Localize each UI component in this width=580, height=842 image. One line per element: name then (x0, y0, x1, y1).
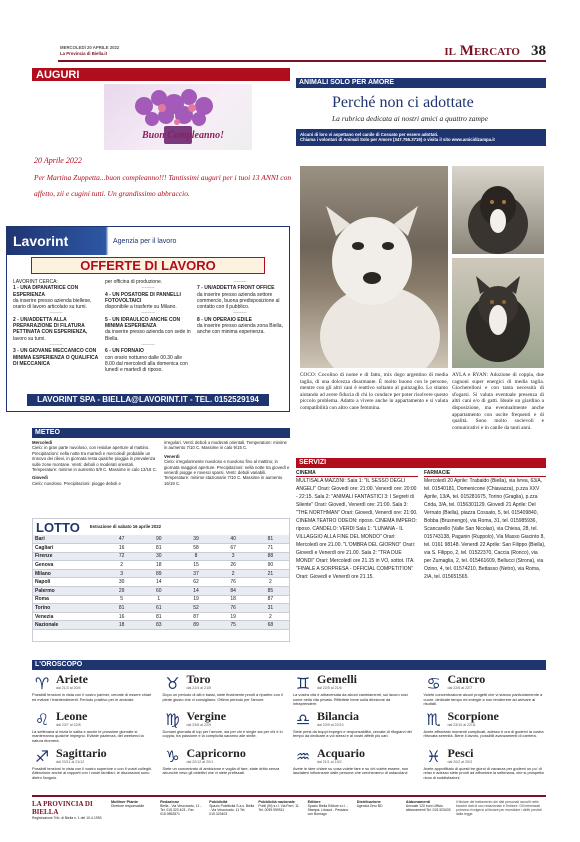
lotto-city: Roma (33, 595, 103, 604)
oroscopo-section (32, 660, 546, 792)
dog-coco-image (300, 166, 448, 368)
footer-col-text: Spazio Biella Editore s.r.l. - Stampa: Litosud - Pessano con Bornago (307, 804, 349, 816)
footer-col-text: Direttore responsabile (111, 804, 145, 808)
lotto-number: 89 (177, 621, 214, 630)
dog-ryan-image (452, 258, 544, 368)
lotto-city: Nazionale (33, 621, 103, 630)
oroscopo-bar: L'OROSCOPO (32, 660, 546, 670)
animali-section (296, 78, 546, 458)
zodiac-symbol-icon: ♑ (165, 747, 180, 767)
zodiac-name: Sagittario (56, 745, 107, 760)
auguri-card (104, 84, 252, 150)
job-line: disponibile a trasferte su Milano. (105, 304, 177, 311)
lotto-number: 3 (215, 552, 252, 561)
zodiac-symbol-icon: ♓ (426, 747, 441, 767)
job-line: 4 - UN POSATORE DI PANNELLI FOTOVOLTAICI (105, 291, 181, 304)
lotto-city: Milano (33, 569, 103, 578)
lavorint-title: OFFERTE DI LAVORO (31, 257, 265, 274)
zodiac-name: Leone (56, 708, 88, 723)
meteo-bar: METEO (32, 428, 290, 438)
lotto-row (33, 535, 289, 544)
footer-col-text: Agenzia Zero BD (356, 804, 383, 808)
section-name: Mercato (459, 43, 520, 59)
footer-logo: LA PROVINCIA DI BIELLA (32, 800, 93, 816)
lotto-row (33, 561, 289, 570)
lotto-row (33, 552, 289, 561)
footer-col-title: Pubblicità (209, 800, 228, 804)
cinema-column (296, 470, 418, 581)
lotto-number: 85 (252, 587, 289, 596)
cinema-text: MULTISALA MAZZINI: Sala 1: "IL SESSO DEGLI ANGELI" Orari: Giovedì ore: 21:00. Venerdì ore: 20:00 - 22:15. Sala 2: "ANIMALI FANTASTICI 3: I Segreti di Silente" Orari: Giovedì, Venerdì ore: 21:00. Sala 3: "THE NORTHMAN" Orari: Giovedì, Venerdì ore: 21:00. CINEMA TEATRO ODEON: riposo. CINEMA IMPERO: riposo. CANDELO: VERDI Sala 1: "LUNANA - IL VILLAGGIO ALLA FINE DEL MONDO" Orari: Mercoledì ore 21.00. "L'OMBRA DEL GIORNO" Orari: Giovedì e Venerdì ore 21.00. Sala 2: "TRA DUE MONDI" Orari: Mercoledì ore 21.15 in VO, sottot. ITA. "FINALE A SORPRESA - OFFICIAL COMPETITION" Orari: Giovedì e Venerdì ore 21.15. (296, 478, 418, 580)
zodiac-sagittario (32, 747, 155, 781)
job-line: 8 - UN OPERAIO EDILE (197, 316, 253, 323)
lotto-row (33, 578, 289, 587)
zodiac-dates: dal 23/8 al 22/9 (186, 722, 212, 727)
job-line: 1 - UNA DIPANATRICE CON ESPERIENZA (13, 285, 79, 298)
job-line: per officina di produzione. (105, 279, 163, 285)
lotto-city: Napoli (33, 578, 103, 587)
lavorint-col-2 (105, 279, 191, 385)
zodiac-dates: dal 22/5 al 21/6 (317, 686, 342, 690)
lotto-number: 87 (252, 595, 289, 604)
zodiac-dates: dal 22/6 al 22/7 (447, 686, 473, 690)
farmacie-text: Mercoledì 20 Aprile: Trabaldo (Biella), via Ivrea, 63/A, tel. 01540181, Domenicone (Chiavazza), p.zza XXV Aprile, 13/A, tel. 015281675, Torino (Graglia), p.zza Crida, 3/A, tel. 0156301129. Giovedì 21 Aprile: Del Vernato (Biella), piazza Cossato, 5, tel. 015409840, Bobba (Brusnengo), via Roma, 31, tel. 015985936, Scancarello (Valle San Nicolao), via Chiesa, 28, tel. 015743138, Paganin (Ruppolo), Via Masso Giacinto 8, tel. 0161 98148. Venerdì 22 Aprile: San Filippo (Biella), via S. Filippo, 2, tel. 01522370, Caccia (Ronco), via per Zumaglia, 2, tel. 015461609, Bellucci (Strona), via Ozino, 4, tel. 01574210, Bettasso (Netro), via Roma, 2/A, tel. 015651565. (424, 478, 546, 580)
meteo-day-4: Venerdì (164, 453, 180, 459)
zodiac-dates: dal 23/10 al 22/11 (447, 722, 476, 727)
lotto-number: 29 (103, 587, 140, 596)
zodiac-text: Domani giornata di top per l'amore, sia per chi è single sia per chi è in coppia, tra passione e la complicità saranno alle stelle. (162, 728, 283, 739)
footer-col-title: Redazione (160, 800, 180, 804)
farmacie-column (424, 470, 546, 581)
zodiac-text: Possibili tensioni in vista con il vostro partner, cercate di essere chiari ed evitare i fraintendimenti. Periodo positivo per le amicizie. (32, 692, 152, 702)
lotto-number: 19 (177, 595, 214, 604)
zodiac-ariete (32, 673, 155, 707)
zodiac-dates: dal 21/1 al 19/2 (317, 759, 342, 764)
zodiac-symbol-icon: ♐ (34, 747, 50, 767)
job-line: -------- (49, 341, 63, 348)
lotto-number: 83 (140, 621, 177, 630)
header-date: MERCOLEDÌ 20 APRILE 2022 (60, 45, 120, 50)
footer-brand (32, 800, 106, 825)
lotto-header (33, 519, 289, 535)
lotto-number: 18 (215, 595, 252, 604)
zodiac-name: Toro (186, 672, 211, 686)
job-line: -------- (49, 310, 63, 317)
job-line: 5 - UN IDRAULICO ANCHE CON MINIMA ESPERIENZA (105, 316, 181, 330)
lotto-number: 3 (103, 569, 140, 578)
zodiac-dates: dal 23/9 al 22/10 (317, 722, 344, 727)
ryan-photo (452, 258, 544, 368)
zodiac-text: La vostra vita è attraversata da alcuni cambiamenti, sul lavoro così come nella vita privata. Riflettete bene sulla direzione da intraprendere. (293, 692, 408, 707)
footer-col-text: Biella - Via Vescovado, 11 - Tel. 015.323 403 - Fax 015.0852871 (160, 804, 202, 816)
lotto-number: 14 (140, 578, 177, 587)
zodiac-symbol-icon: ♋ (426, 673, 441, 693)
zodiac-symbol-icon: ♊ (295, 673, 311, 693)
servizi-bar: SERVIZI (296, 458, 546, 468)
zodiac-dates: dal 23/11 al 21/12 (56, 759, 85, 764)
zodiac-symbol-icon: ♏ (426, 710, 441, 730)
meteo-day-2: Giovedì (32, 475, 48, 481)
zodiac-name: Capricorno (186, 745, 246, 760)
zodiac-symbol-icon: ♉ (165, 673, 180, 693)
coco-text: COCO: Cocolino di nome e di fatto, mix dogo argentino di media taglia, di una dolcezza disarmante. È molto buono con le persone, mentre con gli altri cani è reattivo soltanto al guinzaglio. Lo stiamo aiutando ad avere fiducia di chi lo conduce per poter risolvere questo piccolo problema. Adatto a vivere anche in appartamento e si valuta compatibilità con altro cane femmina. (300, 372, 448, 411)
lavorint-logo: Lavorint (13, 233, 69, 249)
zodiac-text: Possibili tensioni in vista con il vostro superiore o con il vostri colleghi. Attenzione anche ai rapporti con i vostri familiari, le discussioni sono dietro l'angolo. (32, 765, 153, 780)
lotto-number: 88 (252, 552, 289, 561)
lotto-number: 18 (103, 621, 140, 630)
lotto-number: 2 (252, 612, 289, 621)
ayla-text: AYLA e RYAN: Adozione di coppia, due cagnoni super energici di media taglia. Giocherelloni e con tanta necessità di sfogarsi. Si valuta eventuale presenza di altri cani e/o di gatti. Ideale un giardino a disposizione, ma eventualmente anche appartamento con uscite frequenti e di qualità. Sono molto socievoli e comunicativi e in canile da tanti anni. (452, 372, 544, 431)
lotto-subtitle: Estrazione di sabato 16 aprile 2022 (89, 524, 161, 530)
zodiac-text: Dopo un periodo di alti e bassi, siete finalmente pronti a ripartire con il piede giusto che vi consigliano. Ottimo periodo per l'amore. (162, 692, 283, 702)
lotto-number: 90 (140, 535, 177, 544)
lotto-number: 31 (252, 604, 289, 613)
footer-col-title: Pubblicità nazionale (258, 800, 295, 804)
lotto-number: 87 (177, 612, 214, 621)
section-prefix: il (444, 43, 457, 59)
zodiac-capricorno (163, 747, 286, 781)
servizi-section (296, 458, 546, 638)
lotto-number: 19 (215, 612, 252, 621)
zodiac-text: Volete concentrazione alcuni progetti che vi stanno particolarmente a cuore, dedicate tempo ed energie a non tenderrere ad arrivare ai risultati. (423, 692, 543, 707)
job-line: -------- (141, 341, 155, 348)
lotto-number: 81 (252, 535, 289, 544)
animali-bar: ANIMALI SOLO PER AMORE (296, 78, 546, 88)
lotto-number: 84 (215, 587, 252, 596)
lotto-number: 68 (252, 621, 289, 630)
lotto-number: 5 (103, 595, 140, 604)
zodiac-name: Bilancia (317, 708, 360, 723)
lotto-title: LOTTO (36, 519, 80, 535)
lotto-city: Firenze (33, 552, 103, 561)
animali-info (296, 129, 546, 146)
job-line: -------- (233, 279, 247, 285)
lotto-number: 1 (140, 595, 177, 604)
lavorint-tagline: Agenzia per il lavoro (113, 238, 177, 245)
auguri-section (32, 68, 290, 218)
lotto-number: 47 (103, 535, 140, 544)
footer-column (357, 800, 402, 825)
job-line: da inserire presso azienda con sede in Biella. (105, 329, 191, 342)
lotto-number: 2 (252, 578, 289, 587)
lotto-number: 37 (177, 569, 214, 578)
zodiac-name: Ariete (56, 672, 88, 686)
zodiac-symbol-icon: ♎ (295, 710, 311, 730)
lotto-number: 30 (103, 578, 140, 587)
zodiac-name: Vergine (186, 708, 227, 723)
lotto-city: Bari (33, 535, 103, 544)
job-line: da inserire presso azienda biellese, orario di lavoro articolato su turni. (13, 297, 92, 311)
lotto-row (33, 612, 289, 621)
lotto-number: 76 (215, 578, 252, 587)
footer-columns (111, 800, 451, 825)
lotto-row (33, 544, 289, 553)
zodiac-gemelli (293, 673, 416, 707)
page-header (58, 42, 546, 62)
zodiac-dates: dal 22/12 al 20/1 (186, 759, 214, 764)
meteo-section (32, 428, 290, 508)
lotto-number: 61 (140, 604, 177, 613)
servizi-columns (296, 470, 546, 581)
job-line: LAVORINT CERCA: (13, 279, 58, 285)
zodiac-acquario (293, 747, 416, 781)
lotto-city: Genova (33, 561, 103, 570)
zodiac-text: La settimana si inizia in salita e anche le prossime giornate si manterranno qualche impegno. Evitate pazienza, del weekend la natura ritornerà. (32, 728, 144, 743)
lotto-table (33, 535, 289, 630)
zodiac-name: Acquario (317, 745, 365, 760)
lotto-number: 8 (177, 552, 214, 561)
animali-title: Perché non ci adottate (332, 94, 474, 111)
zodiac-scorpione (424, 710, 547, 744)
lotto-number: 71 (252, 544, 289, 553)
zodiac-symbol-icon: ♌ (34, 710, 50, 730)
footer-col-text: Publi (IN) s.r.l. Via Ferri, 11 Tel. 0039.999911 (258, 804, 299, 812)
lotto-number: 81 (140, 612, 177, 621)
lotto-number: 16 (103, 612, 140, 621)
job-line: lavoro su turni. (13, 335, 46, 342)
zodiac-leone (32, 710, 155, 744)
meteo-columns (32, 438, 290, 486)
meteo-day-1: Mercoledì (32, 440, 53, 445)
dog-ayla-image (452, 166, 544, 254)
footer-col-title: Editore (307, 800, 321, 804)
job-line: -------- (141, 285, 155, 292)
lavorint-contact: LAVORINT SPA - BIELLA@LAVORINT.IT - TEL. 0152529194 (27, 394, 269, 406)
job-line: -------- (141, 310, 155, 317)
job-line: da inserire presso azienda settore commercio, buona predisposizione al contatto con il pubblico. (197, 291, 280, 311)
meteo-text-3: irregolari. Venti: deboli o moderati orientali. Temperature: minime in aumento 7/10 C. Massime in calo 9/15 C. (164, 440, 287, 451)
ayla-photo (452, 166, 544, 254)
zodiac-name: Pesci (447, 745, 474, 760)
header-paper: La Provincia di Biella.it (60, 51, 108, 56)
job-line: 6 - UN FORNAIO (105, 348, 144, 355)
lavorint-col-3 (197, 279, 283, 385)
zodiac-name: Gemelli (317, 672, 357, 686)
meteo-col-2 (164, 440, 290, 486)
lotto-number: 52 (177, 604, 214, 613)
zodiac-dates: dal 21/3 al 20/4 (56, 686, 81, 690)
footer-col-title: Distribuzione (356, 800, 381, 804)
zodiac-text: Siete un concentrato di ambizione e voglia di fare, state dritto senza alcunché veso gli obiettivi che vi siete prefissati. (162, 765, 280, 776)
auguri-date: 20 Aprile 2022 (34, 156, 82, 165)
lotto-number: 30 (140, 552, 177, 561)
meteo-text-1: Cielo: in gran parte nuvoloso, con residue aperture al mattino. Precipitazioni: nella notte tra martedì e mercoledì probabile un rinnovo dei rilievi, in giornata resta qualche pioggia in prevalenza sulle zone montane. Venti: deboli o moderati orientali. Temperature: minime in aumento 5/9 C. Massime in calo 13/18 C. (32, 445, 157, 473)
lotto-number: 40 (215, 535, 252, 544)
lotto-number: 72 (103, 552, 140, 561)
footer-column (160, 800, 205, 825)
lotto-number: 26 (215, 561, 252, 570)
zodiac-vergine (163, 710, 286, 744)
lotto-number: 14 (177, 587, 214, 596)
footer-col-title: Abbonamenti (405, 800, 431, 804)
lotto-number: 62 (177, 578, 214, 587)
lotto-row (33, 595, 289, 604)
job-line: da inserire presso azienda zona Biella, anche con minima esperienza. (197, 323, 283, 336)
job-line: 2 - UN/ADDETTA ALLA PREPARAZIONE DI FILATURA PETTINATA CON ESPERIENZA, (13, 316, 88, 336)
lotto-row (33, 604, 289, 613)
lotto-number: 2 (103, 561, 140, 570)
zodiac-text: Avete approfittato di questi tre giorni di vacanza per godervi un po' di relax e adesso siete pronti ad affrontare la settimana, che si prospetta ricca di soddisfazioni. (423, 765, 544, 780)
footer-col-title: Multiser Piante (111, 800, 139, 804)
zodiac-grid (32, 673, 546, 780)
coco-photo (300, 166, 448, 368)
zodiac-toro (163, 673, 286, 707)
footer-column (308, 800, 353, 825)
lavorint-section (6, 226, 290, 412)
job-line: 3 - UN GIOVANE MECCANICO CON MINIMA ESPERIENZA O QUALIFICA DI MECCANICA (13, 348, 98, 367)
lotto-number: 81 (140, 544, 177, 553)
auguri-message: Per Martina Zuppetta...buon compleanno!!! Tantissimi auguri per i tuoi 13 ANNI con affetto, zii e cugini tutti. Un grandissimo abbraccio. (34, 173, 292, 198)
lavorint-header (7, 227, 289, 255)
lotto-number: 2 (215, 569, 252, 578)
zodiac-symbol-icon: ♍ (165, 710, 180, 730)
footer-col-text: Annuale 120 euro Ufficio abbonamenti Tel. 015.323403 (405, 804, 451, 812)
lotto-number: 67 (215, 544, 252, 553)
page-footer (32, 795, 546, 825)
lotto-number: 81 (103, 604, 140, 613)
auguri-bar: AUGURI (32, 68, 290, 81)
lotto-number: 58 (177, 544, 214, 553)
footer-disclaimer: Il titolare del trattamento dei dati personali raccolti nelle banche dati di uso redazionale è l'editore. Gli interessati potranno rivolgersi al titolare per esercitare i diritti previsti dalla legge. (456, 800, 542, 816)
lotto-number: 15 (177, 561, 214, 570)
zodiac-dates: dal 23/7 al 22/8 (56, 722, 81, 727)
footer-column (111, 800, 156, 825)
job-line: con orario notturno dalle 00.30 alle 8.00 dal mercoledì alla domenica con lunedì e martedì di riposo. (105, 354, 188, 374)
lotto-number: 18 (140, 561, 177, 570)
footer-col-text: Spazio Pubblicità S.a.s. Biella - Via Vescovado, 11 Tel. 015.323403 (209, 804, 255, 816)
cinema-title: CINEMA (296, 470, 418, 477)
meteo-text-4: Cielo: irregolarmente nuvoloso e nuvoloso fino al mattino; in giornata maggiori aperture. Precipitazioni: nella notte tra giovedì e venerdì piogge e rovesci sparsi. Venti: deboli variabili. Temperature: minime stazionarie 7/10 C. Massime in aumento 16/19 C. (164, 459, 290, 486)
lotto-number: 21 (252, 569, 289, 578)
lotto-number: 16 (103, 544, 140, 553)
footer-sub: Registrazione Trib. di Biella n. 1 del 10-4-1993 (32, 816, 102, 820)
animali-info-2: Chiama i volontari di Animali Solo per Amore (347.756.3719) o visita il sito www.amicidizampa.it (300, 137, 495, 143)
lotto-number: 76 (215, 604, 252, 613)
zodiac-name: Cancro (447, 672, 486, 686)
lotto-number: 90 (252, 561, 289, 570)
zodiac-text: Avete le idee chiare su cosa volete fare e su chi volete essere, non lasciatevi influenzare dalle persone che cercheranno di ostacolarvi. (293, 765, 409, 776)
lotto-city: Torino (33, 604, 103, 613)
zodiac-pesci (424, 747, 547, 781)
lotto-city: Palermo (33, 587, 103, 596)
zodiac-symbol-icon: ♒ (295, 747, 311, 767)
zodiac-name: Scorpione (447, 708, 499, 723)
lotto-section (32, 518, 290, 642)
lotto-number: 60 (140, 587, 177, 596)
lavorint-col-1 (13, 279, 99, 385)
footer-column (406, 800, 451, 825)
zodiac-dates: dal 21/4 al 21/5 (186, 686, 212, 690)
footer-column (258, 800, 303, 825)
animali-info-1: Alcuni di loro vi aspettano nel canile di Cossato per essere adottati. (300, 132, 439, 137)
lotto-city: Cagliari (33, 544, 103, 553)
meteo-col-1 (32, 440, 158, 486)
zodiac-symbol-icon: ♈ (34, 673, 50, 693)
page-number: 38 (531, 43, 546, 59)
zodiac-dates: dal 20/2 al 20/3 (447, 759, 473, 764)
card-text: Buon Compleanno! (142, 130, 224, 141)
zodiac-text: Siete presi da troppi impegni e responsabilità, cercate di rifugiarvi del tempo da dedicare a voi stessi e ai vostri affetti più cari. (293, 728, 412, 739)
zodiac-bilancia (293, 710, 416, 744)
section-title (444, 43, 520, 60)
lotto-city: Venezia (33, 612, 103, 621)
lotto-number: 75 (215, 621, 252, 630)
lotto-row (33, 587, 289, 596)
lavorint-columns (7, 276, 289, 388)
lotto-number: 89 (140, 569, 177, 578)
animali-subtitle: La rubrica dedicata ai nostri amici a quattro zampe (332, 114, 488, 123)
zodiac-text: Avete affrontato momenti complicati, adesso è ora di godervi la vostra ritrovata serenità. Bene il lavoro, possibili avanzamenti di carriera. (423, 728, 544, 739)
lotto-row (33, 621, 289, 630)
job-line: 7 - UN/ADDETTA FRONT OFFICE (197, 285, 275, 292)
footer-column (209, 800, 254, 825)
lotto-row (33, 569, 289, 578)
zodiac-cancro (424, 673, 547, 707)
meteo-text-2: Cielo: nuvoloso. Precipitazioni: piogge deboli e (32, 480, 121, 486)
job-line: -------- (233, 310, 247, 317)
farmacie-title: FARMACIE (424, 470, 546, 477)
lotto-number: 39 (177, 535, 214, 544)
